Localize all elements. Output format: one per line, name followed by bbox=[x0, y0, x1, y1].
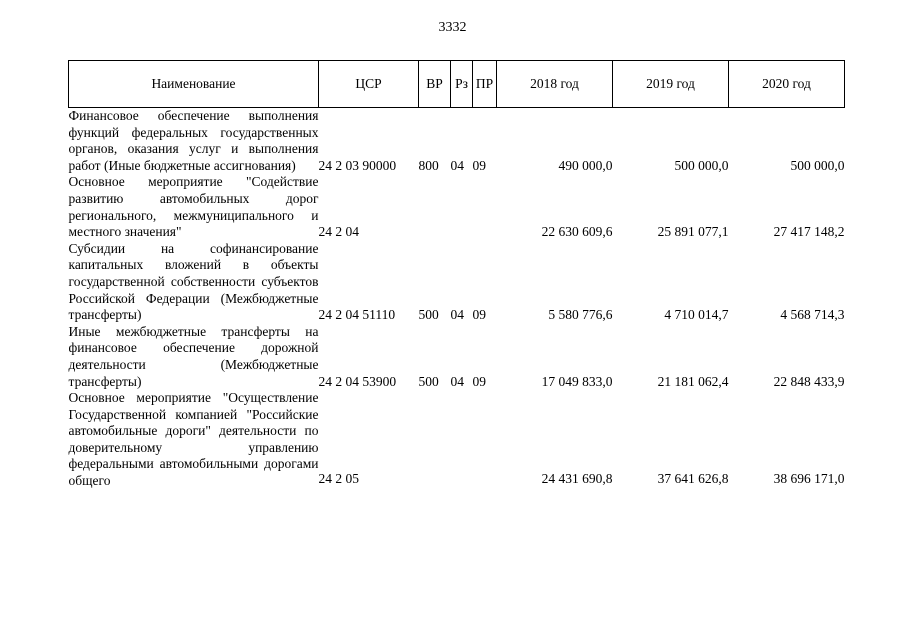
row-vr: 800 bbox=[418, 157, 439, 173]
header-vr: ВР bbox=[419, 61, 451, 108]
row-2018: 5 580 776,6 bbox=[548, 307, 613, 323]
row-rz: 04 bbox=[450, 307, 464, 323]
row-2020: 38 696 171,0 bbox=[773, 471, 845, 487]
row-2018: 22 630 609,6 bbox=[541, 224, 613, 240]
row-pr bbox=[473, 174, 497, 240]
row-vr bbox=[419, 174, 451, 240]
row-2018: 17 049 833,0 bbox=[541, 373, 613, 389]
row-pr: 09 bbox=[472, 307, 486, 323]
table-row bbox=[69, 390, 845, 490]
row-2019: 4 710 014,7 bbox=[664, 307, 729, 323]
row-vr: 500 bbox=[418, 373, 439, 389]
row-vr bbox=[419, 390, 451, 490]
header-2018: 2018 год bbox=[497, 61, 613, 108]
row-2019: 37 641 626,8 bbox=[657, 471, 729, 487]
table-row bbox=[69, 324, 845, 390]
row-name: Субсидии на софинансирование капитальных вложений в объекты государственной собственности субъектов Российской Федерации (Межбюджетные трансферты) bbox=[68, 240, 319, 323]
row-name: Финансовое обеспечение выполнения функций федеральных государственных органов, оказания услуг и выполнения работ (Иные бюджетные ассигнования) bbox=[68, 108, 319, 173]
header-pr: ПР bbox=[473, 61, 497, 108]
row-2018: 24 431 690,8 bbox=[541, 471, 613, 487]
row-2020: 27 417 148,2 bbox=[773, 224, 845, 240]
row-rz bbox=[451, 390, 473, 490]
row-name: Иные межбюджетные трансферты на финансовое обеспечение дорожной деятельности (Межбюджетные трансферты) bbox=[68, 323, 319, 389]
row-rz bbox=[451, 174, 473, 240]
row-2019: 25 891 077,1 bbox=[657, 224, 729, 240]
header-rz: Рз bbox=[451, 61, 473, 108]
row-csr: 24 2 03 90000 bbox=[318, 157, 397, 173]
row-2019: 500 000,0 bbox=[674, 157, 729, 173]
row-csr: 24 2 04 51110 bbox=[318, 307, 396, 323]
row-2020: 22 848 433,9 bbox=[773, 373, 845, 389]
row-2020: 4 568 714,3 bbox=[780, 307, 845, 323]
header-2019: 2019 год bbox=[613, 61, 729, 108]
row-pr: 09 bbox=[472, 373, 486, 389]
row-pr: 09 bbox=[472, 157, 486, 173]
header-2020: 2020 год bbox=[729, 61, 845, 108]
table-row bbox=[69, 108, 845, 175]
row-name: Основное мероприятие "Осуществление Государственной компанией "Российские автомобильные дороги" деятельности по доверительному управлению федеральными автомобильными дорогами общего bbox=[68, 390, 319, 489]
row-2018: 490 000,0 bbox=[558, 157, 613, 173]
row-rz: 04 bbox=[450, 157, 464, 173]
table-row bbox=[69, 174, 845, 240]
row-csr: 24 2 04 bbox=[318, 224, 359, 240]
page-number: 3332 bbox=[438, 20, 467, 35]
header-row bbox=[69, 61, 845, 108]
row-name: Основное мероприятие "Содействие развитию автомобильных дорог регионального, межмуниципального и местного значения" bbox=[68, 174, 319, 240]
row-vr: 500 bbox=[418, 307, 439, 323]
row-pr bbox=[473, 390, 497, 490]
table-row bbox=[69, 241, 845, 324]
row-csr: 24 2 04 53900 bbox=[318, 373, 397, 389]
budget-table bbox=[68, 60, 845, 490]
row-rz: 04 bbox=[450, 373, 464, 389]
header-csr: ЦСР bbox=[319, 61, 419, 108]
row-csr: 24 2 05 bbox=[318, 471, 359, 487]
row-2019: 21 181 062,4 bbox=[657, 373, 729, 389]
header-name: Наименование bbox=[69, 61, 319, 108]
row-2020: 500 000,0 bbox=[790, 157, 845, 173]
